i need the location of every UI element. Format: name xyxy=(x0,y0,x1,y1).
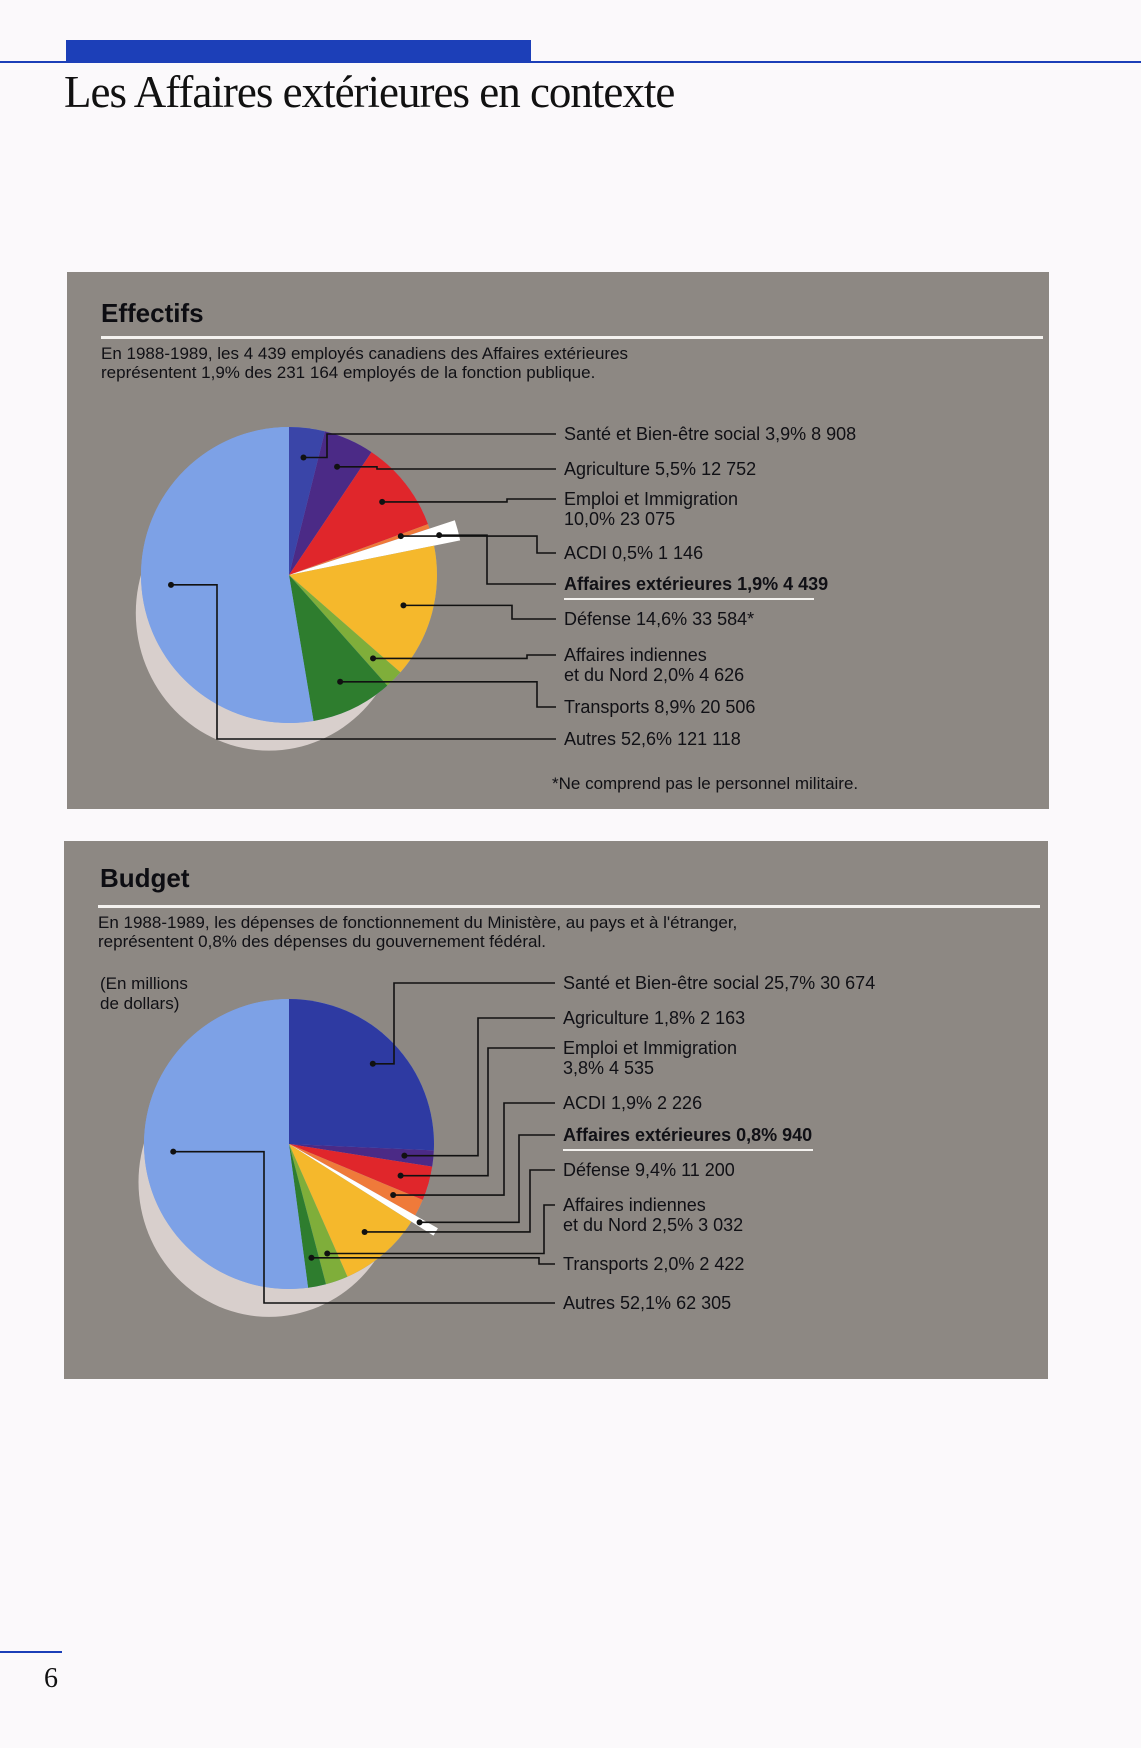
effectifs-leader-dot-5 xyxy=(400,602,406,608)
effectifs-legend-label-3-0: ACDI 0,5% 1 146 xyxy=(564,543,704,563)
budget-description-line-2: représentent 0,8% des dépenses du gouvernement fédéral. xyxy=(98,932,546,951)
budget-leader-dot-7 xyxy=(308,1255,314,1261)
effectifs-legend-label-6-0: Affaires indiennes xyxy=(564,645,707,665)
budget-legend-label-6-0: Affaires indiennes xyxy=(563,1195,706,1215)
budget-legend-label-6-1: et du Nord 2,5% 3 032 xyxy=(563,1215,744,1235)
budget-legend-label-8-0: Autres 52,1% 62 305 xyxy=(563,1293,732,1313)
page-number: 6 xyxy=(44,1663,58,1694)
effectifs-leader-dot-8 xyxy=(168,582,174,588)
header-accent-bar xyxy=(66,40,531,61)
budget-leader-dot-3 xyxy=(390,1192,396,1198)
budget-leader-dot-4 xyxy=(417,1219,423,1225)
budget-unit-note-line-2: de dollars) xyxy=(100,994,180,1013)
budget-panel xyxy=(64,841,1048,1379)
budget-leader-dot-2 xyxy=(398,1173,404,1179)
footer-rule xyxy=(0,1651,62,1653)
page-title: Les Affaires extérieures en contexte xyxy=(64,67,675,117)
budget-legend-label-2-1: 3,8% 4 535 xyxy=(563,1058,655,1078)
budget-legend-label-5-0: Défense 9,4% 11 200 xyxy=(563,1160,735,1180)
budget-pie-slice-0 xyxy=(289,999,434,1150)
budget-leader-dot-8 xyxy=(170,1149,176,1155)
effectifs-legend-label-2-1: 10,0% 23 075 xyxy=(564,509,676,529)
effectifs-legend-label-6-1: et du Nord 2,0% 4 626 xyxy=(564,665,745,685)
effectifs-leader-dot-7 xyxy=(337,679,343,685)
budget-title: Budget xyxy=(100,863,190,893)
effectifs-legend-label-2-0: Emploi et Immigration xyxy=(564,489,739,509)
effectifs-title: Effectifs xyxy=(101,298,204,328)
effectifs-panel xyxy=(67,272,1049,809)
effectifs-leader-dot-2 xyxy=(379,499,385,505)
effectifs-legend-label-5-0: Défense 14,6% 33 584* xyxy=(564,609,755,629)
budget-leader-dot-5 xyxy=(362,1229,368,1235)
header-rule xyxy=(0,61,1141,63)
effectifs-footnote: *Ne comprend pas le personnel militaire. xyxy=(552,774,859,793)
budget-leader-dot-6 xyxy=(324,1251,330,1257)
effectifs-legend-label-4-0: Affaires extérieures 1,9% 4 439 xyxy=(564,574,829,594)
effectifs-leader-dot-1 xyxy=(334,464,340,470)
effectifs-legend-label-8-0: Autres 52,6% 121 118 xyxy=(564,729,741,749)
budget-description-line-1: En 1988-1989, les dépenses de fonctionnement du Ministère, au pays et à l'étranger, xyxy=(98,913,738,932)
effectifs-description-line-1: En 1988-1989, les 4 439 employés canadiens des Affaires extérieures xyxy=(101,344,629,363)
effectifs-legend-label-1-0: Agriculture 5,5% 12 752 xyxy=(564,459,757,479)
budget-legend-label-1-0: Agriculture 1,8% 2 163 xyxy=(563,1008,746,1028)
budget-legend-label-3-0: ACDI 1,9% 2 226 xyxy=(563,1093,703,1113)
effectifs-leader-dot-6 xyxy=(370,655,376,661)
effectifs-leader-dot-0 xyxy=(300,454,306,460)
budget-legend-label-0-0: Santé et Bien-être social 25,7% 30 674 xyxy=(563,973,876,993)
effectifs-leader-dot-3 xyxy=(398,533,404,539)
effectifs-legend-label-7-0: Transports 8,9% 20 506 xyxy=(564,697,756,717)
effectifs-pie-chart xyxy=(67,272,1049,809)
budget-leader-dot-1 xyxy=(401,1153,407,1159)
budget-pie-chart xyxy=(64,841,1048,1379)
budget-unit-note-line-1: (En millions xyxy=(100,974,188,993)
effectifs-leader-dot-4 xyxy=(436,532,442,538)
budget-legend-label-2-0: Emploi et Immigration xyxy=(563,1038,738,1058)
effectifs-leader-line-4 xyxy=(439,535,556,584)
budget-legend-label-4-0: Affaires extérieures 0,8% 940 xyxy=(563,1125,813,1145)
budget-leader-dot-0 xyxy=(370,1061,376,1067)
budget-legend-label-7-0: Transports 2,0% 2 422 xyxy=(563,1254,745,1274)
effectifs-description-line-2: représentent 1,9% des 231 164 employés de la fonction publique. xyxy=(101,363,596,382)
effectifs-legend-label-0-0: Santé et Bien-être social 3,9% 8 908 xyxy=(564,424,857,444)
